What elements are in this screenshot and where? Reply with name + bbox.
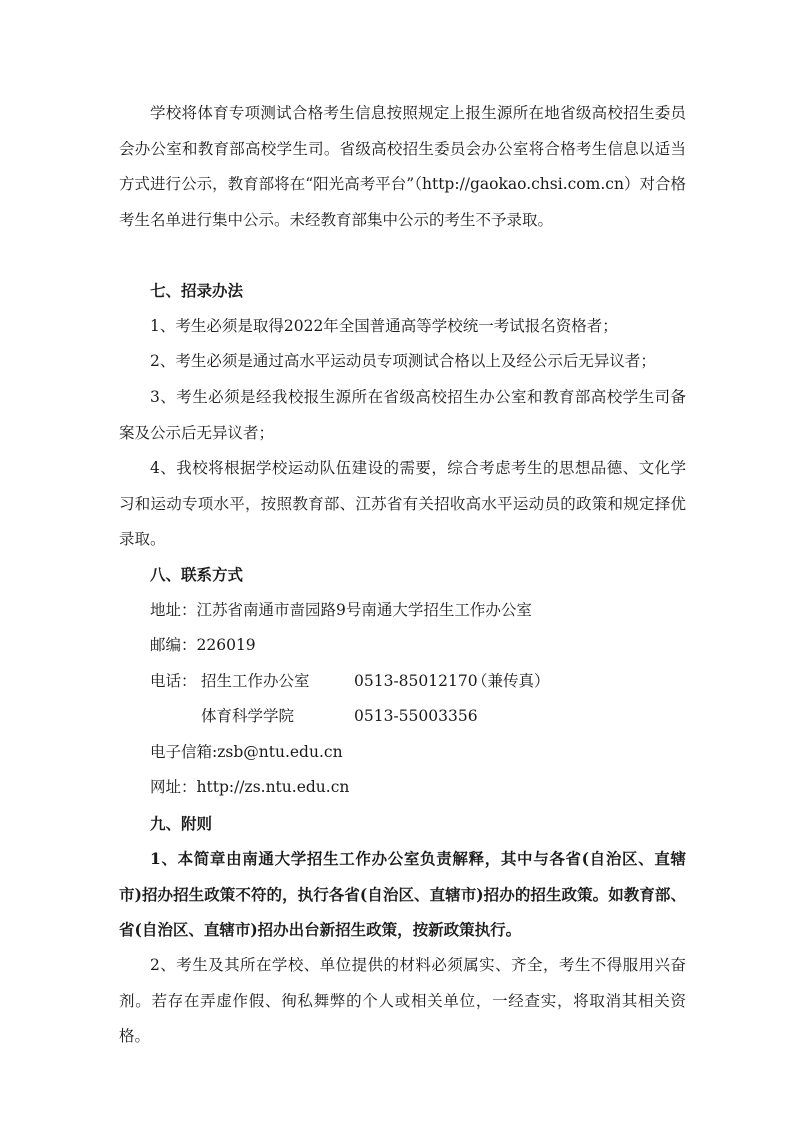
- contact-postcode: 邮编：226019: [150, 636, 256, 654]
- section-9-title: 九、附则: [150, 814, 213, 833]
- section-7-title: 七、招录办法: [150, 281, 244, 300]
- phone-dept: 体育科学学院: [201, 707, 295, 725]
- phone-note: （兼传真）: [472, 672, 550, 690]
- contact-phone-row-2: [150, 699, 600, 735]
- section-8-title: 八、联系方式: [150, 565, 244, 584]
- phone-number: 0513-55003356: [354, 707, 478, 725]
- section-7-item-1: 1、考生必须是取得2022年全国普通高等学校统一考试报名资格者；: [150, 317, 618, 335]
- section-7-item-3: 3、考生必须是经我校报生源所在省级高校招生办公室和教育部高校学生司备案及公示后无异议者；: [119, 388, 686, 442]
- phone-number: 0513-85012170: [354, 672, 478, 690]
- section-7-item-2: 2、考生必须是通过高水平运动员专项测试合格以上及经公示后无异议者；: [150, 352, 656, 370]
- section-9-item-2: 2、考生及其所在学校、单位提供的材料必须属实、齐全，考生不得服用兴奋剂。若存在弄虚作假、徇私舞弊的个人或相关单位，一经查实，将取消其相关资格。: [119, 956, 686, 1045]
- section-9-item-1: 1、本简章由南通大学招生工作办公室负责解释，其中与各省(自治区、直辖市)招办招生政策不符的，执行各省(自治区、直辖市)招办的招生政策。如教育部、省(自治区、直辖市)招办出台新招生政策，按新政策执行。: [119, 849, 686, 939]
- contact-email: 电子信箱:zsb@ntu.edu.cn: [150, 743, 343, 761]
- section-6-tail-paragraph: 学校将体育专项测试合格考生信息按照规定上报生源所在地省级高校招生委员会办公室和教育部高校学生司。省级高校招生委员会办公室将合格考生信息以适当方式进行公示，教育部将在“阳光高考平台”（http://gaokao.chsi.com.cn）对合格考生名单进行集中公示。未经教育部集中公示的考生不予录取。: [119, 104, 686, 229]
- contact-website: 网址：http://zs.ntu.edu.cn: [150, 778, 350, 796]
- contact-phone-row-1: [150, 664, 600, 700]
- phone-dept: 招生工作办公室: [201, 672, 310, 690]
- contact-address: 地址：江苏省南通市啬园路9号南通大学招生工作办公室: [150, 601, 532, 619]
- section-7-item-4: 4、我校将根据学校运动队伍建设的需要，综合考虑考生的思想品德、文化学习和运动专项水平，按照教育部、江苏省有关招收高水平运动员的政策和规定择优录取。: [119, 459, 686, 548]
- phone-label: 电话：: [150, 672, 197, 690]
